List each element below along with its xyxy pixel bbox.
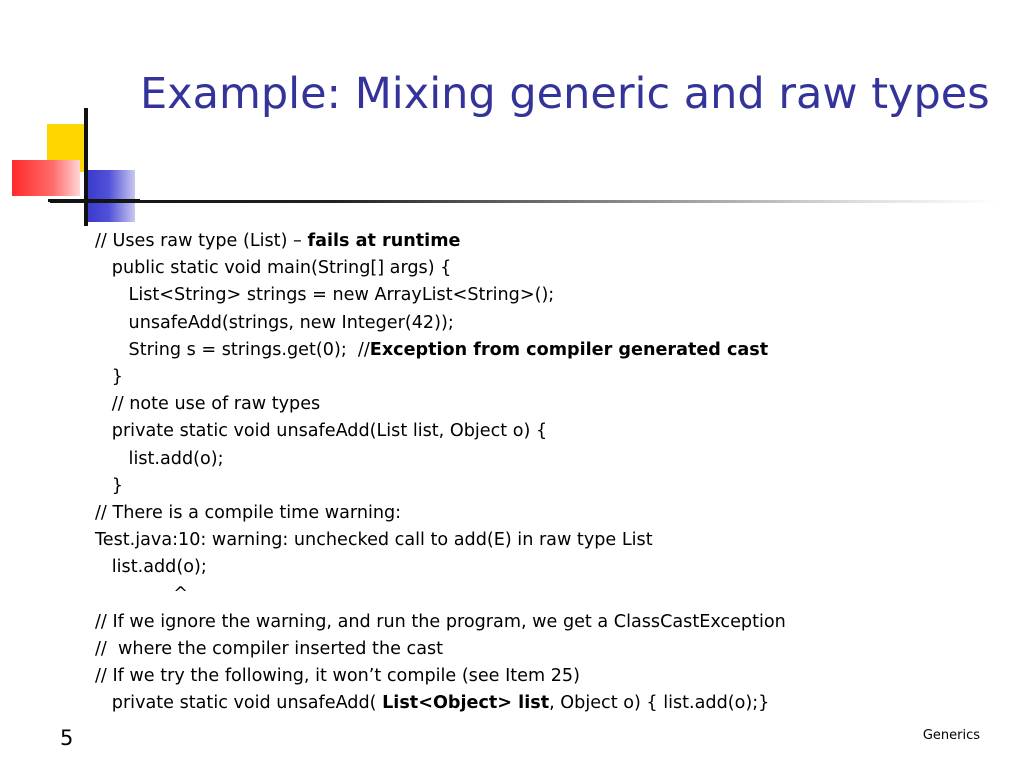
code-line: ^ — [95, 584, 189, 605]
code-line: // There is a compile time warning: — [95, 502, 402, 523]
code-comment: // Uses raw type (List) – — [95, 231, 308, 251]
code-statement: String s = strings.get(0); // — [95, 339, 370, 360]
code-line — [95, 337, 786, 364]
slide-decoration-logo — [0, 0, 150, 240]
code-block — [95, 228, 786, 717]
code-statement: private static void unsafeAdd( — [95, 693, 383, 714]
red-gradient-bar — [12, 160, 80, 196]
slide-title: Example: Mixing generic and raw types — [140, 69, 990, 119]
code-line: private static void unsafeAdd(List list, Object o) { — [95, 421, 548, 442]
slide-number: 5 — [60, 726, 74, 750]
code-emphasis: fails at runtime — [307, 231, 461, 251]
code-line: list.add(o); — [95, 448, 224, 469]
code-line: Test.java:10: warning: unchecked call to add(E) in raw type List — [95, 530, 653, 551]
code-statement: , Object o) { list.add(o);} — [549, 693, 770, 714]
code-line — [95, 228, 786, 255]
code-line: // note use of raw types — [95, 394, 321, 415]
code-line: List<String> strings = new ArrayList<String>(); — [95, 285, 555, 306]
code-emphasis: List<Object> list — [382, 693, 550, 714]
code-line: } — [95, 366, 123, 387]
code-line — [95, 690, 786, 717]
code-line: // where the compiler inserted the cast — [95, 638, 444, 659]
code-line: unsafeAdd(strings, new Integer(42)); — [95, 312, 454, 333]
code-line: } — [95, 475, 123, 496]
footer-label: Generics — [922, 728, 980, 743]
code-emphasis: Exception from compiler generated cast — [369, 339, 769, 360]
code-line: // If we ignore the warning, and run the program, we get a ClassCastException — [95, 611, 786, 632]
code-line: public static void main(String[] args) { — [95, 258, 452, 279]
code-line: // If we try the following, it won’t compile (see Item 25) — [95, 666, 580, 686]
code-line: list.add(o); — [95, 557, 207, 578]
blue-gradient-square — [87, 170, 135, 222]
vertical-line — [84, 108, 88, 226]
title-divider — [50, 200, 1000, 203]
